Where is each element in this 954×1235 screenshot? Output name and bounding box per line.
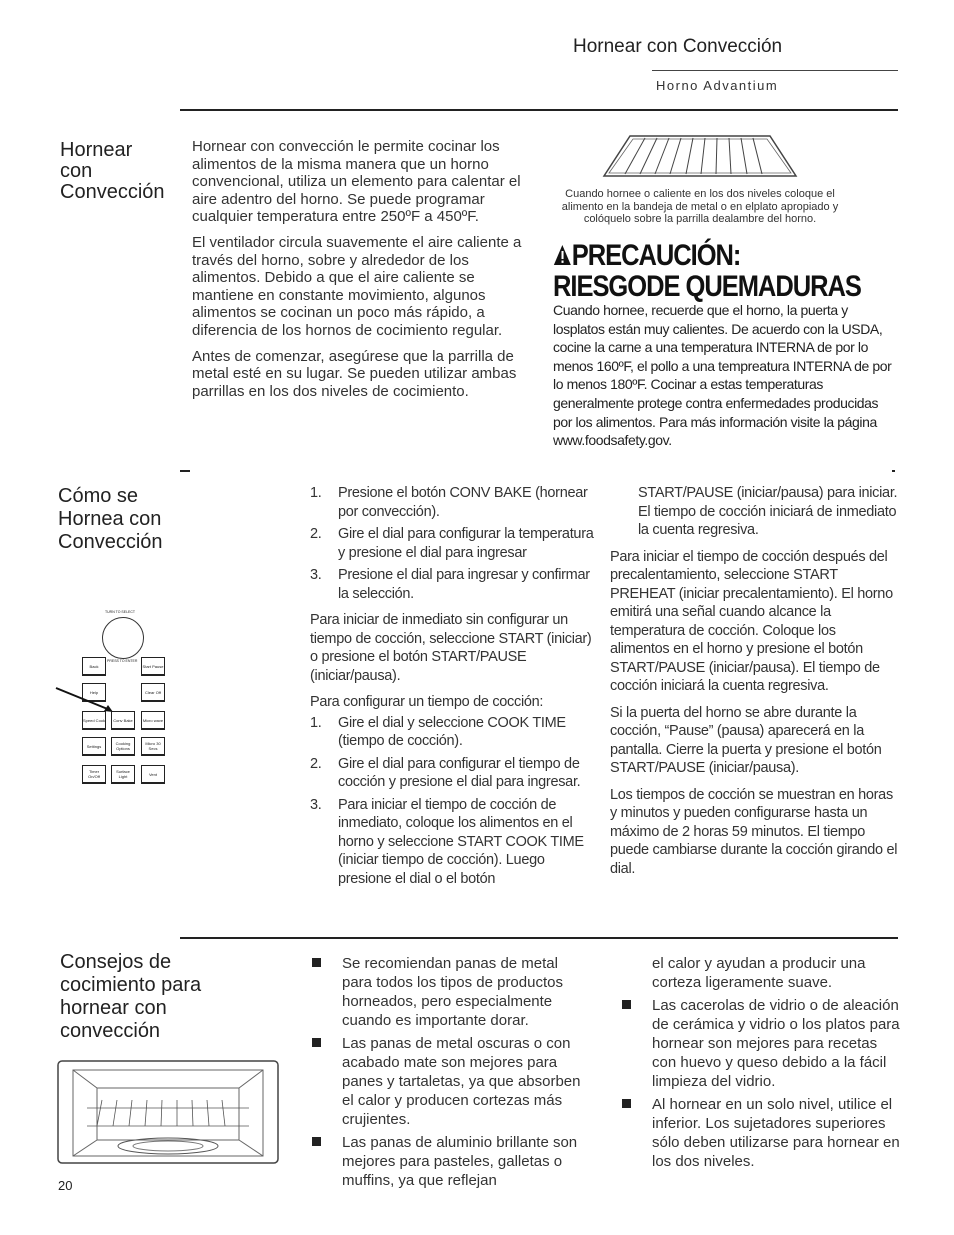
paragraph: Si la puerta del horno se abre durante la cocción, “Pause” (pausa) aparecerá en la pantalla. Cierre la puerta y presione el botón START/PAUSE (iniciar/pausa).: [610, 704, 882, 776]
section3-left-column: [310, 954, 590, 1194]
section1-heading: [60, 139, 165, 204]
step-number: 1.: [310, 485, 322, 501]
heading-line: Cómo se: [58, 485, 139, 507]
paragraph: Para configurar un tiempo de cocción:: [310, 694, 544, 710]
step-text: Presione el dial para ingresar y confirmar la selección.: [338, 567, 590, 602]
heading-line: cocimiento para: [60, 974, 202, 996]
caution-box: [553, 240, 898, 450]
divider-tick: [180, 470, 190, 472]
section2-left-column: [310, 484, 595, 892]
step-number: 3.: [310, 796, 322, 813]
paragraph: el calor y ayudan a producir una corteza ligeramente suave.: [652, 955, 866, 991]
list-item: [620, 1095, 905, 1171]
step: [310, 566, 595, 603]
paragraph: START/PAUSE (iniciar/pausa) para iniciar. El tiempo de cocción iniciará de inmediato la cuenta regresiva.: [638, 485, 898, 538]
section2-heading: [58, 485, 163, 554]
heading-line: Consejos de: [60, 951, 172, 973]
steps-list: [310, 484, 595, 603]
heading-line: hornear con: [60, 997, 167, 1019]
section-divider: [180, 937, 898, 939]
heading-line: Convección: [58, 531, 163, 553]
paragraph: Hornear con convección le permite cocinar los alimentos de la misma manera que un horno convencional, utiliza un elemento para calentar el aire adentro del horno. Se puede programar cualquier temperatura entre 250ºF a 450ºF.: [192, 138, 521, 226]
paragraph: Para iniciar de inmediato sin configurar un tiempo de cocción, seleccione START (iniciar) o presione el botón START/PAUSE (iniciar/pausa).: [310, 612, 592, 684]
caution-title: [553, 239, 861, 303]
bullet-icon: [312, 1137, 321, 1146]
panel-button-back: Back: [82, 657, 106, 676]
step-number: 1.: [310, 714, 322, 731]
tips-list: [310, 954, 590, 1190]
panel-button-micro-30: Micro 30 Secs: [141, 737, 165, 756]
section2-right-column: [610, 484, 898, 886]
panel-button-vent: Vent: [141, 765, 165, 784]
bullet-icon: [622, 1099, 631, 1108]
caution-text: Cuando hornee, recuerde que el horno, la puerta y losplatos están muy calientes. De acuerdo con la USDA, cocine la carne a una temperatura INTERNA de por lo menos 160ºF, el pollo a una tempreatura INTERNA de por lo menos 180ºF. Cocinar a estas temperaturas generalmente protege contra enfermedades producidas por los alimentos. Para más información visite la página www.foodsafety.gov.: [553, 302, 892, 449]
step-number: 2.: [310, 755, 322, 772]
step-text: Para iniciar el tiempo de cocción de inmediato, coloque los alimentos en el horno y seleccione START COOK TIME (iniciar tiempo de cocción). Luego presione el dial o el botón: [338, 796, 584, 887]
bullet-icon: [312, 958, 321, 967]
warning-icon: [553, 244, 572, 266]
heading-line: Hornear: [60, 139, 133, 161]
step-number: 2.: [310, 526, 322, 542]
heading-line: Hornea con: [58, 508, 162, 530]
caution-title-line1: PRECAUCIÓN:: [571, 239, 741, 272]
bullet-icon: [622, 1000, 631, 1009]
step: [310, 484, 595, 521]
tips-list: [620, 996, 905, 1171]
step: [310, 714, 595, 751]
list-item: [310, 954, 590, 1030]
panel-button-speed-cook: Speed Cook: [82, 711, 106, 730]
panel-button-surface-light: Surface Light: [111, 765, 135, 784]
panel-button-conv-bake: Conv Bake: [111, 711, 135, 730]
step-text: Gire el dial para configurar la temperatura y presione el dial para ingresar: [338, 526, 594, 561]
step: [310, 525, 595, 562]
heading-line: convección: [60, 1020, 161, 1042]
panel-button-settings: Settings: [82, 737, 106, 756]
list-item: [310, 1133, 590, 1190]
panel-button-microwave: Micro wave: [141, 711, 165, 730]
section3-right-column: [620, 954, 905, 1175]
step-text: Gire el dial para configurar el tiempo de cocción y presione el dial para ingresar.: [338, 755, 581, 790]
page-header-title: Hornear con Convección: [573, 36, 783, 57]
paragraph: Para iniciar el tiempo de cocción después del precalentamiento, seleccione START PREHEAT (iniciar precalentamiento). El horno emitirá una señal cuando alcance la temperatura de cocción. Coloque los alimentos en el horno y presione el botón START/PAUSE (iniciar/pausa). El tiempo de cocción iniciará la cuenta regresiva.: [610, 548, 893, 694]
list-item: [620, 996, 905, 1091]
panel-button-cooking-options: Cooking Options: [111, 737, 135, 756]
tip-text: Al hornear en un solo nivel, utilice el inferior. Los sujetadores superiores sólo deben utilizarse para hornear en los dos niveles.: [652, 1096, 900, 1170]
page-header-subtitle: Horno Advantium: [656, 78, 779, 93]
tip-text: Las panas de metal oscuras o con acabado mate son mejores para panes y tartaletas, ya que absorben el calor y producen cortezas más crujientes.: [342, 1035, 581, 1128]
paragraph: Los tiempos de cocción se muestran en horas y minutos y pueden configurarse hasta un máximo de 2 horas 59 minutos. El tiempo puede cambiarse durante la cocción girando el dial.: [610, 786, 898, 877]
step: [310, 755, 595, 792]
step-text: Gire el dial y seleccione COOK TIME (tiempo de cocción).: [338, 714, 566, 749]
dial-label: PRESS TO ENTER: [107, 659, 138, 663]
tip-text: Las panas de aluminio brillante son mejores para pasteles, galletas o muffins, ya que reflejan: [342, 1134, 578, 1189]
oven-rack-illustration: [600, 130, 800, 182]
section3-heading: [60, 951, 201, 1043]
tip-text: Las cacerolas de vidrio o de aleación de cerámica y vidrio o los platos para hornear son mejores para recetas con huevo y queso debido a la fácil limpieza del vidrio.: [652, 997, 900, 1090]
tip-text: Se recomiendan panas de metal para todos los tipos de productos horneados, pero especialmente cuando es importante dorar.: [342, 955, 563, 1029]
bullet-icon: [312, 1038, 321, 1047]
caution-title-line2: RIESGODE QUEMADURAS: [553, 270, 861, 303]
heading-line: Convección: [60, 181, 165, 203]
control-panel-illustration: [55, 605, 180, 795]
step-text: Presione el botón CONV BAKE (hornear por convección).: [338, 485, 588, 520]
panel-button-clear-off: Clear Off: [141, 683, 165, 702]
heading-line: con: [60, 160, 93, 182]
section1-body: [192, 138, 527, 408]
divider-tick: [892, 470, 895, 472]
list-item: [310, 1034, 590, 1129]
section-divider: [180, 109, 898, 111]
oven-interior-illustration: [57, 1060, 279, 1164]
header-divider: [652, 70, 898, 71]
panel-button-start-pause: Start Pause: [141, 657, 165, 676]
panel-button-timer: Timer On/Off: [82, 765, 106, 784]
dial: [102, 617, 144, 659]
dial-label: TURN TO SELECT: [105, 610, 136, 614]
panel-button-help: Help: [82, 683, 106, 702]
paragraph: El ventilador circula suavemente el aire caliente a través del horno, sobre y alrededor de los alimentos. Debido a que el aire caliente se mantiene en constante movimiento, algunos alimentos se cocinan un poco más rápido, a diferencia de los hornos de cocimiento regular.: [192, 233, 522, 339]
paragraph: Antes de comenzar, asegúrese que la parrilla de metal esté en su lugar. Se pueden utilizar ambas parrillas en los dos niveles de cocimiento.: [192, 347, 517, 400]
rack-caption: Cuando hornee o caliente en los dos niveles coloque el alimento en la bandeja de metal o en elplato apropiado y colóquelo sobre la parrilla dealambre del horno.: [561, 188, 839, 225]
step-number: 3.: [310, 567, 322, 583]
steps-list: [310, 714, 595, 889]
step: [310, 796, 595, 889]
arrow-icon: [55, 685, 115, 715]
page-number: 20: [58, 1178, 73, 1193]
